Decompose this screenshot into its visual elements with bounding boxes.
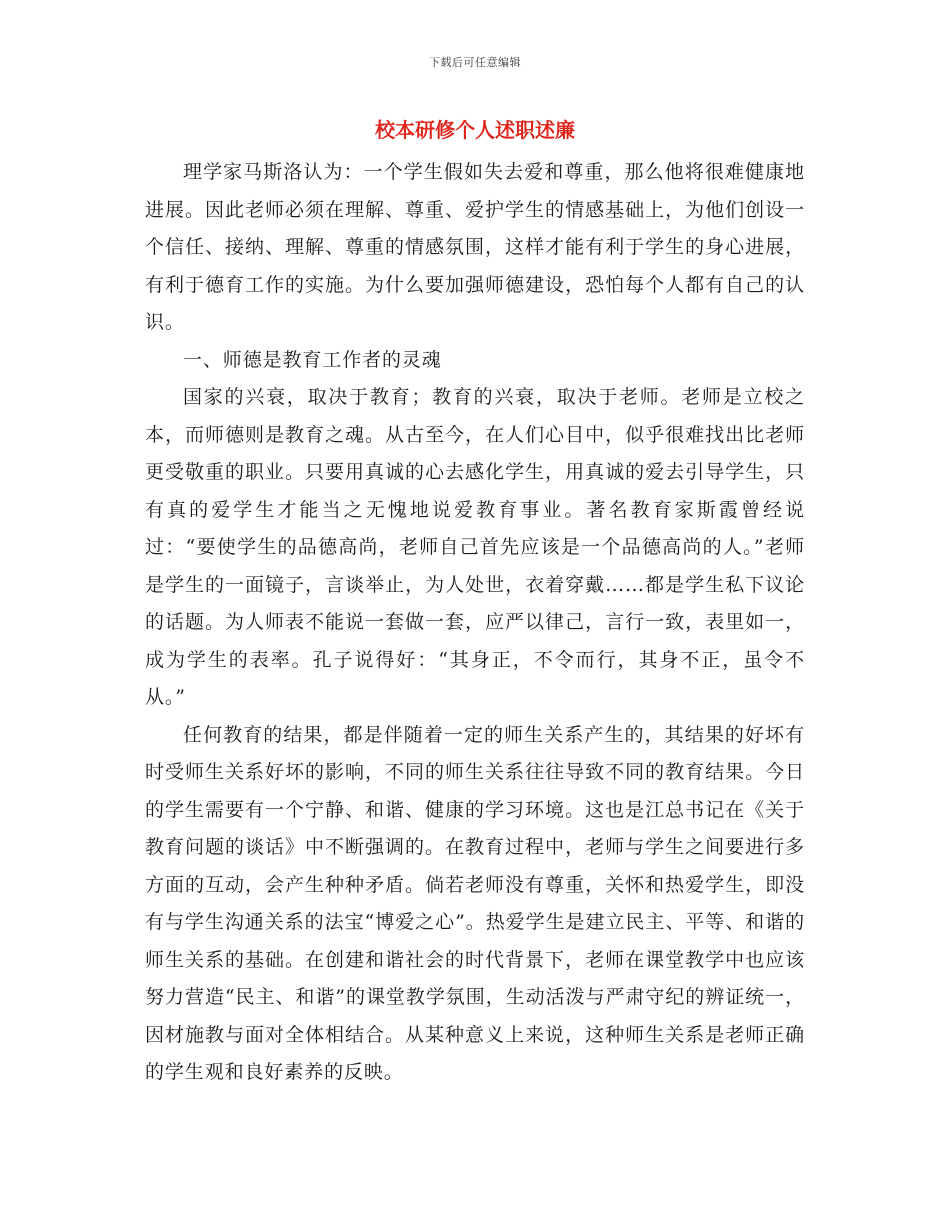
header-note: 下载后可任意编辑 xyxy=(429,56,521,69)
paragraph-section-1: 国家的兴衰，取决于教育；教育的兴衰，取决于老师。老师是立校之本，而师德则是教育之魂。从古至今，在人们心目中，似乎很难找出比老师更受敬重的职业。只要用真诚的心去感化学生，用真诚的爱去引导学生，只有真的爱学生才能当之无愧地说爱教育事业。著名教育家斯霞曾经说过：“要使学生的品德高尚，老师自己首先应该是一个品德高尚的人。”老师是学生的一面镜子，言谈举止，为人处世，衣着穿戴……都是学生私下议论的话题。为人师表不能说一套做一套，应严以律己，言行一致，表里如一，成为学生的表率。孔子说得好：“其身正，不令而行，其身不正，虽令不从。” xyxy=(145,386,805,708)
section-heading: 一、师德是教育工作者的灵魂 xyxy=(183,348,442,371)
paragraph-section-2: 任何教育的结果，都是伴随着一定的师生关系产生的，其结果的好坏有时受师生关系好坏的影响，不同的师生关系往往导致不同的教育结果。今日的学生需要有一个宁静、和谐、健康的学习环境。这也是江总书记在《关于教育问题的谈话》中不断强调的。在教育过程中，老师与学生之间要进行多方面的互动，会产生种种矛盾。倘若老师没有尊重，关怀和热爱学生，即没有与学生沟通关系的法宝“博爱之心”。热爱学生是建立民主、平等、和谐的师生关系的基础。在创建和谐社会的时代背景下，老师在课堂教学中也应该努力营造“民主、和谐”的课堂教学氛围，生动活泼与严肃守纪的辨证统一，因材施教与面对全体相结合。从某种意义上来说，这种师生关系是老师正确的学生观和良好素养的反映。 xyxy=(145,723,805,1083)
document-body xyxy=(145,154,805,1092)
document-title: 校本研修个人述职述廉 xyxy=(375,118,575,142)
paragraph-intro: 理学家马斯洛认为：一个学生假如失去爱和尊重，那么他将很难健康地进展。因此老师必须在理解、尊重、爱护学生的情感基础上，为他们创设一个信任、接纳、理解、尊重的情感氛围，这样才能有利于学生的身心进展，有利于德育工作的实施。为什么要加强师德建设，恐怕每个人都有自己的认识。 xyxy=(145,161,805,333)
